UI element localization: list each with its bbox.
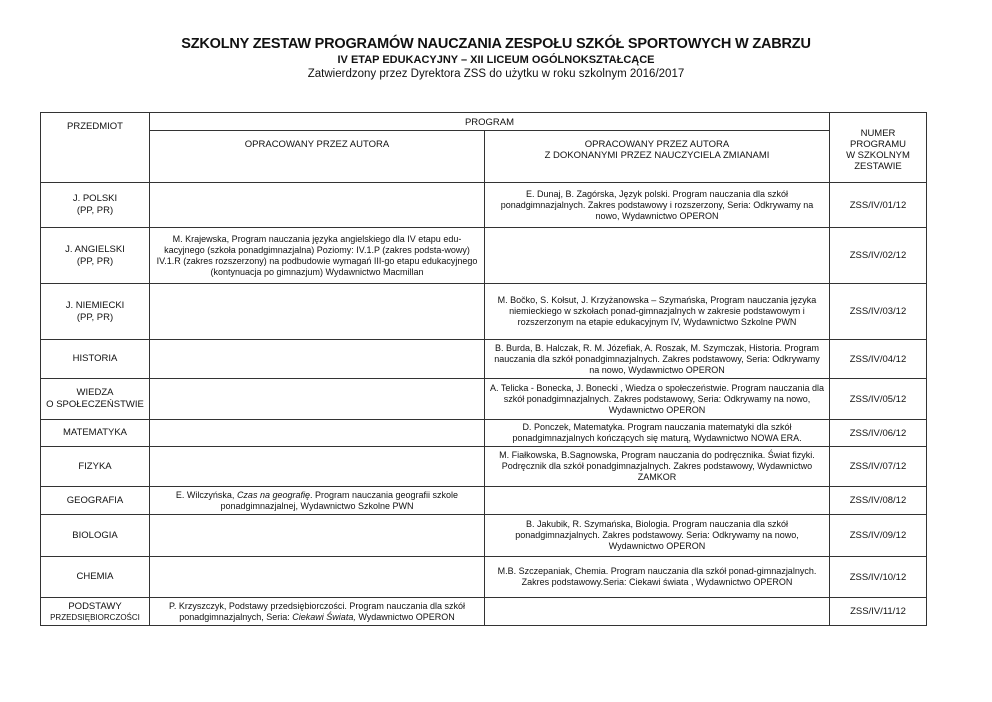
subject-cell: WIEDZA O SPOŁECZEŃSTWIE (41, 379, 150, 420)
table-row (41, 183, 927, 228)
modified-program-cell: M. Fiałkowska, B.Sagnowska, Program nauczania do podręcznika. Świat fizyki. Podręcznik dla szkół ponadgimnazjalnych. Zakres podstawowy, Wydawnictwo ZAMKOR (485, 447, 830, 487)
modified-program-cell: A. Telicka - Bonecka, J. Bonecki , Wiedza o społeczeństwie. Program nauczania dla szkół ponadgimnazjalnych. Zakres podstawowy, Seria: Odkrywamy na nowo, Wydawnictwo OPERON (485, 379, 830, 420)
subject-cell: PODSTAWY PRZEDSIĘBIORCZOŚCI (41, 598, 150, 626)
author-program-cell: M. Krajewska, Program nauczania języka angielskiego dla IV etapu edu-kacyjnego (szkoła ponadgimnazjalna) Poziomy: IV.1.P (zakres podsta-wowy) IV.1.R (zakres rozszerzony) na podbudowie wymagań III-go etapu edukacyjnego (kontynuacja po gimnazjum) Wydawnictwo Macmillan (150, 228, 485, 284)
author-program-cell (150, 420, 485, 447)
subject-cell: J. ANGIELSKI (PP, PR) (41, 228, 150, 284)
document-title: SZKOLNY ZESTAW PROGRAMÓW NAUCZANIA ZESPOŁU SZKÓŁ SPORTOWYCH W ZABRZU (181, 36, 811, 52)
subject-cell: J. NIEMIECKI (PP, PR) (41, 284, 150, 340)
modified-program-cell: D. Ponczek, Matematyka. Program nauczania matematyki dla szkół ponadgimnazjalnych kończących się maturą, Wydawnictwo NOWA ERA. (485, 420, 830, 447)
subject-cell: MATEMATYKA (41, 420, 150, 447)
table-row (41, 340, 927, 379)
program-title-italic: Czas na geografię (236, 489, 310, 500)
program-number-cell: ZSS/IV/03/12 (830, 284, 927, 340)
table-row (41, 379, 927, 420)
author-program-cell (150, 557, 485, 598)
author-program-cell (150, 183, 485, 228)
author-program-cell: E. Wilczyńska, Czas na geografię. Program nauczania geografii szkole ponadgimnazjalnej, Wydawnictwo Szkolne PWN (150, 487, 485, 515)
approval-note: Zatwierdzony przez Dyrektora ZSS do użytku w roku szkolnym 2016/2017 (307, 68, 685, 80)
modified-program-cell: B. Jakubik, R. Szymańska, Biologia. Program nauczania dla szkół ponadgimnazjalnych. Zakres podstawowy. Seria: Odkrywamy na nowo, Wydawnictwo OPERON (485, 515, 830, 557)
program-number-cell: ZSS/IV/04/12 (830, 340, 927, 379)
program-number-cell: ZSS/IV/08/12 (830, 487, 927, 515)
program-table (40, 112, 927, 626)
header-number: NUMER PROGRAMU W SZKOLNYM ZESTAWIE (830, 113, 927, 183)
program-number-cell: ZSS/IV/06/12 (830, 420, 927, 447)
subject-cell: BIOLOGIA (41, 515, 150, 557)
table-row (41, 284, 927, 340)
table-row (41, 557, 927, 598)
modified-program-cell: M.B. Szczepaniak, Chemia. Program nauczania dla szkół ponad-gimnazjalnych. Zakres podstawowy.Seria: Ciekawi świata , Wydawnictwo OPERON (485, 557, 830, 598)
modified-program-cell: E. Dunaj, B. Zagórska, Język polski. Program nauczania dla szkół ponadgimnazjalnych. Zakres podstawowy i rozszerzony, Seria: Odkrywamy na nowo, Wydawnictwo OPERON (485, 183, 830, 228)
modified-program-cell: M. Bočko, S. Kołsut, J. Krzyżanowska – Szymańska, Program nauczania języka niemieckiego w szkołach ponad-gimnazjalnych w zakresie podstawowym i rozszerzonym na etapie edukacyjnym IV, Wydawnictwo Szkolne PWN (485, 284, 830, 340)
subject-cell: FIZYKA (41, 447, 150, 487)
modified-program-cell (485, 598, 830, 626)
author-program-cell (150, 379, 485, 420)
table-row (41, 598, 927, 626)
modified-program-cell (485, 487, 830, 515)
modified-program-cell (485, 228, 830, 284)
program-number-cell: ZSS/IV/10/12 (830, 557, 927, 598)
author-program-cell (150, 284, 485, 340)
header-modified: OPRACOWANY PRZEZ AUTORA Z DOKONANYMI PRZEZ NAUCZYCIELA ZMIANAMI (485, 131, 830, 183)
program-number-cell: ZSS/IV/09/12 (830, 515, 927, 557)
document-subtitle: IV ETAP EDUKACYJNY – XII LICEUM OGÓLNOKSZTAŁCĄCE (337, 54, 655, 66)
subject-cell: GEOGRAFIA (41, 487, 150, 515)
header-author: OPRACOWANY PRZEZ AUTORA (150, 131, 485, 183)
subject-cell: CHEMIA (41, 557, 150, 598)
table-row (41, 228, 927, 284)
series-name-italic: Ciekawi Świata, (292, 611, 356, 622)
program-number-cell: ZSS/IV/05/12 (830, 379, 927, 420)
table-row (41, 487, 927, 515)
subject-cell: J. POLSKI (PP, PR) (41, 183, 150, 228)
author-program-cell (150, 340, 485, 379)
program-number-cell: ZSS/IV/07/12 (830, 447, 927, 487)
author-program-cell: P. Krzyszczyk, Podstawy przedsiębiorczości. Program nauczania dla szkół ponadgimnazjalnych, Seria: Ciekawi Świata, Wydawnictwo OPERON (150, 598, 485, 626)
document-header (0, 36, 992, 82)
program-number-cell: ZSS/IV/01/12 (830, 183, 927, 228)
subject-cell: HISTORIA (41, 340, 150, 379)
header-program: PROGRAM (150, 113, 830, 131)
author-program-cell (150, 515, 485, 557)
modified-program-cell: B. Burda, B. Halczak, R. M. Józefiak, A. Roszak, M. Szymczak, Historia. Program nauczania dla szkół ponadgimnazjalnych. Zakres podstawowy, Seria: Odkrywamy na nowo, Wydawnictwo OPERON (485, 340, 830, 379)
table-row (41, 420, 927, 447)
header-subject: PRZEDMIOT (41, 113, 150, 183)
table-row (41, 447, 927, 487)
program-number-cell: ZSS/IV/02/12 (830, 228, 927, 284)
author-program-cell (150, 447, 485, 487)
program-number-cell: ZSS/IV/11/12 (830, 598, 927, 626)
table-row (41, 515, 927, 557)
